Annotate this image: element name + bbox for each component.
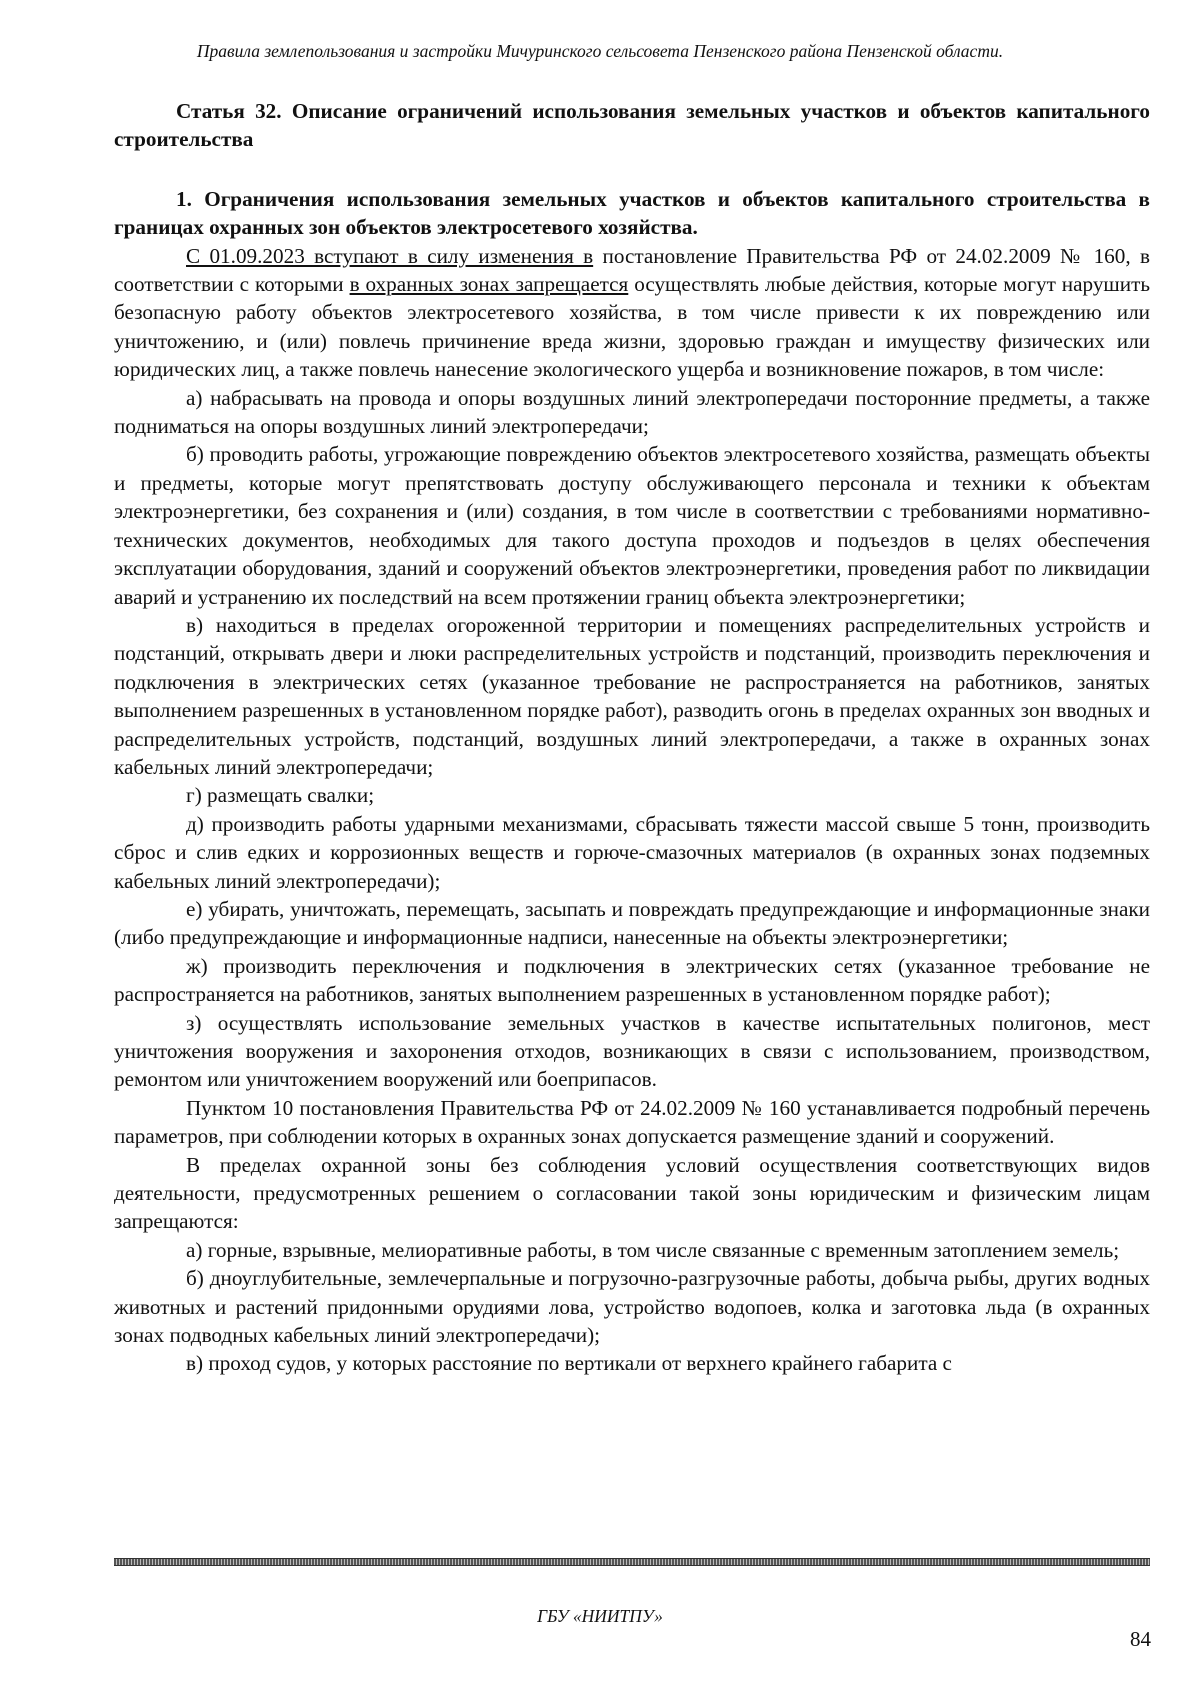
article-title: Статья 32. Описание ограничений использования земельных участков и объектов капитального строительства — [114, 99, 1150, 152]
section-title: 1. Ограничения использования земельных участков и объектов капитального строительства в границах охранных зон объектов электросетевого хозяйства. — [114, 186, 1150, 240]
footer-divider — [114, 1558, 1150, 1566]
list-item-d: д) производить работы ударными механизмами, сбрасывать тяжести массой свыше 5 тонн, производить сброс и слив едких и коррозионных веществ и горюче-смазочных материалов (в охранных зонах подземных кабельных линий электропередачи); — [114, 811, 1150, 893]
document-body — [114, 97, 1150, 1378]
list2-item-v: в) проход судов, у которых расстояние по вертикали от верхнего крайнего габарита с — [186, 1351, 952, 1376]
list-item-e: е) убирать, уничтожать, перемещать, засыпать и повреждать предупреждающие и информационные знаки (либо предупреждающие и информационные надписи, нанесенные на объекты электроэнергетики; — [114, 896, 1150, 950]
intro-paragraph — [114, 242, 1150, 384]
list2-item-b: б) дноуглубительные, землечерпальные и погрузочно-разгрузочные работы, добыча рыбы, других водных животных и растений придонными орудиями лова, устройство водопоев, колка и заготовка льда (в охранных зонах подводных кабельных линий электропередачи); — [114, 1266, 1150, 1348]
running-header: Правила землепользования и застройки Мичуринского сельсовета Пензенского района Пензенской области. — [196, 41, 1004, 61]
list-item-v: в) находиться в пределах огороженной территории и помещениях распределительных устройств и подстанций, открывать двери и люки распределительных устройств и подстанций, производить переключения и подключения в электрических сетях (указанное требование не распространяется на работников, занятых выполнением разрешенных в установленном порядке работ), разводить огонь в пределах охранных зон вводных и распределительных устройств, подстанций, воздушных линий электропередачи, а также в охранных зонах кабельных линий электропередачи; — [114, 612, 1150, 779]
intro-underlined-date: С 01.09.2023 вступают в силу изменения в — [186, 243, 594, 268]
list-item-zh: ж) производить переключения и подключения в электрических сетях (указанное требование не распространяется на работников, занятых выполнением разрешенных в установленном порядке работ); — [114, 953, 1150, 1007]
list-item-a: а) набрасывать на провода и опоры воздушных линий электропередачи посторонние предметы, а также подниматься на опоры воздушных линий электропередачи; — [114, 385, 1150, 439]
list-item-z: з) осуществлять использование земельных участков в качестве испытательных полигонов, мест уничтожения вооружения и захоронения отходов, возникающих в связи с использованием, производством, ремонтом или уничтожением вооружений или боеприпасов. — [114, 1010, 1150, 1092]
intro-text: постановление Правительства РФ от 24.02.2009 № 160, в соответствии с которыми — [114, 243, 1151, 297]
list-item-b: б) проводить работы, угрожающие повреждению объектов электросетевого хозяйства, размещать объекты и предметы, которые могут препятствовать доступу обслуживающего персонала и техники к объектам электроэнергетики, без сохранения и (или) создания, в том числе в соответствии с требованиями нормативно-технических документов, необходимых для такого доступа проходов и подъездов в целях обеспечения эксплуатации оборудования, зданий и сооружений объектов электроэнергетики, проведения работ по ликвидации аварий и устранению их последствий на всем протяжении границ объекта электроэнергетики; — [114, 442, 1150, 609]
punkt10-paragraph: Пунктом 10 постановления Правительства РФ от 24.02.2009 № 160 устанавливается подробный перечень параметров, при соблюдении которых в охранных зонах допускается размещение зданий и сооружений. — [114, 1095, 1150, 1149]
within-zone-paragraph: В пределах охранной зоны без соблюдения условий осуществления соответствующих видов деятельности, предусмотренных решением о согласовании такой зоны юридическим и физическим лицам запрещаются: — [114, 1152, 1150, 1234]
footer-organization: ГБУ «НИИТПУ» — [537, 1606, 663, 1626]
intro-text-continued: осуществлять любые действия, которые могут нарушить безопасную работу объектов электросетевого хозяйства, в том числе привести к их повреждению или уничтожению, и (или) повлечь причинение вреда жизни, здоровью граждан и имуществу физических или юридических лиц, а также повлечь нанесение экологического ущерба и возникновение пожаров, в том числе: — [114, 272, 1150, 382]
page-number: 84 — [1130, 1627, 1151, 1651]
intro-underlined-prohibition: в охранных зонах запрещается — [349, 272, 629, 297]
list2-item-a: а) горные, взрывные, мелиоративные работы, в том числе связанные с временным затоплением земель; — [186, 1237, 1120, 1262]
list-item-g: г) размещать свалки; — [186, 783, 375, 808]
